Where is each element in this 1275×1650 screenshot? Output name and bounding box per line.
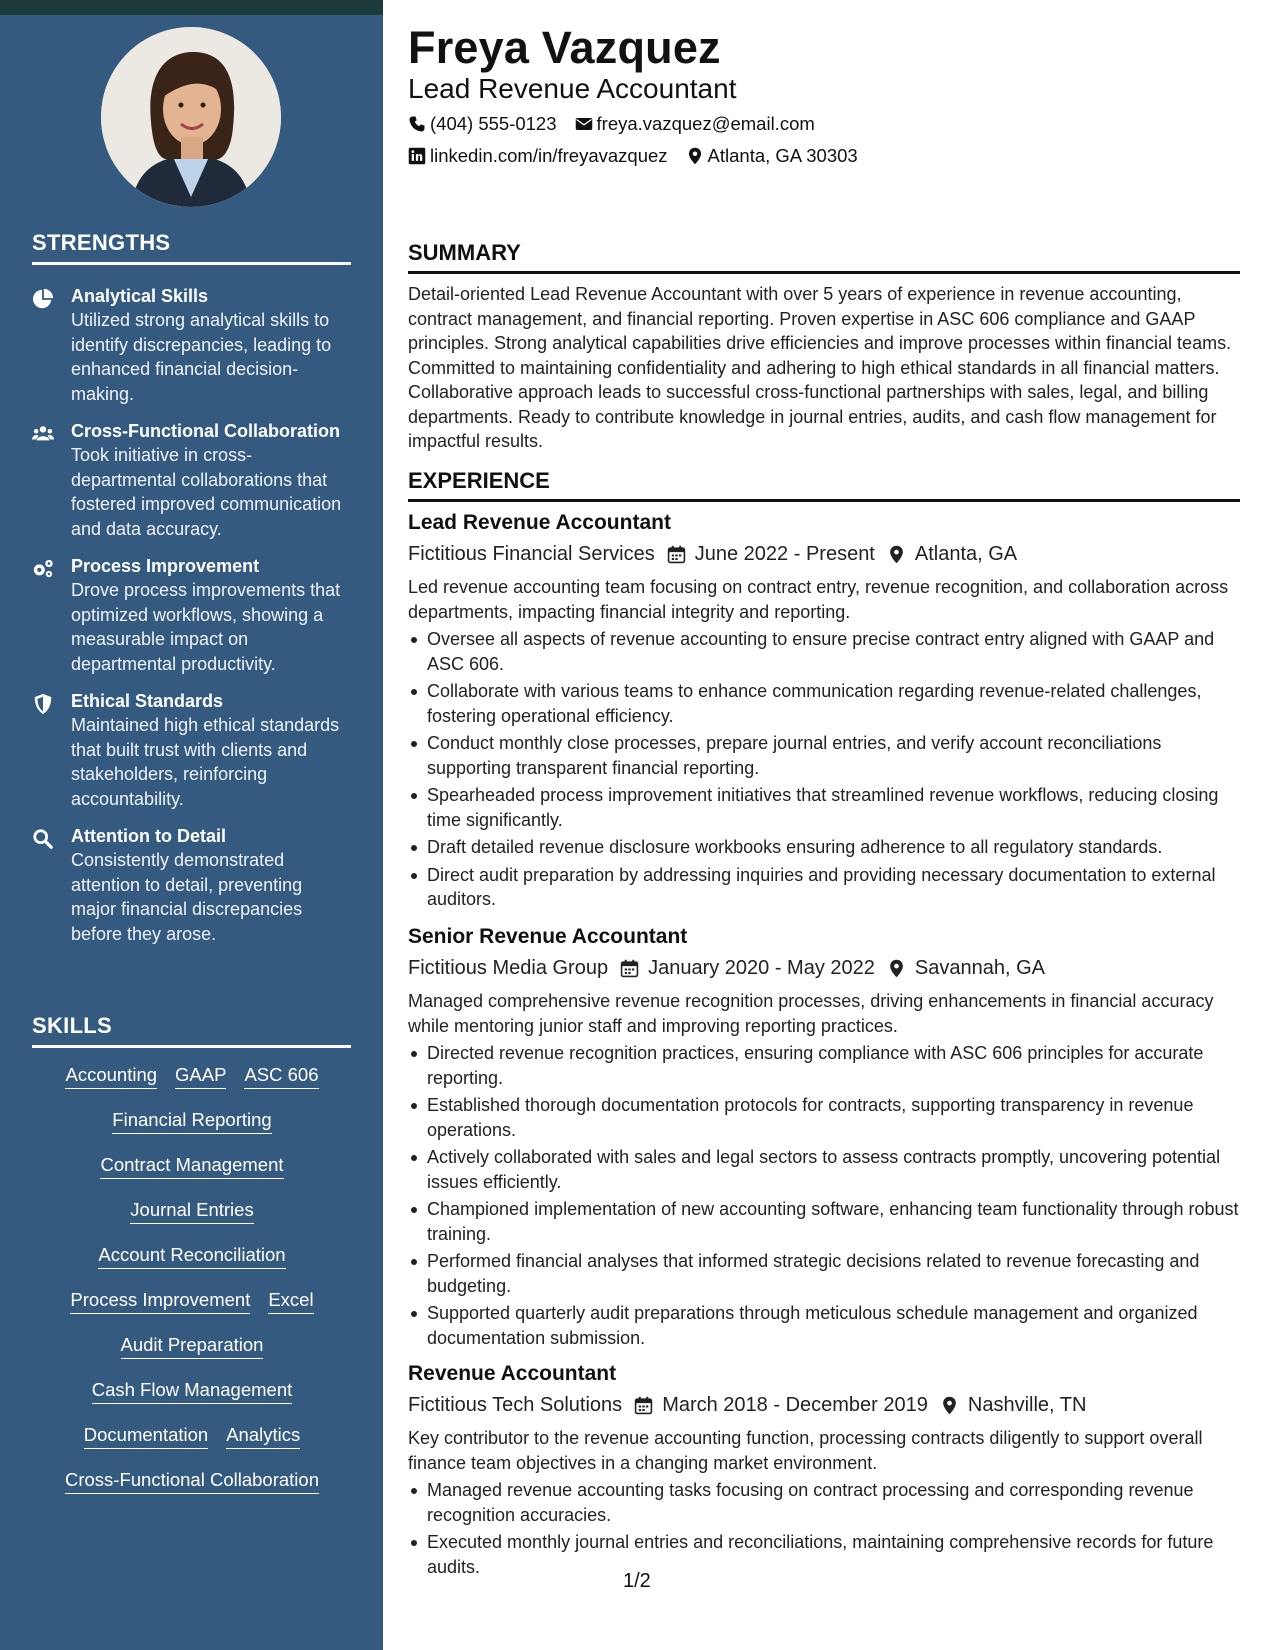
job-meta	[408, 541, 1240, 567]
candidate-name: Freya Vazquez	[408, 22, 721, 73]
calendar-icon	[622, 1396, 662, 1415]
job-description: Managed comprehensive revenue recognition processes, driving enhancements in financial accuracy while mentoring junior staff and improving reporting practices.	[408, 991, 1214, 1036]
company-name: Fictitious Media Group	[408, 957, 609, 979]
skill-tag: GAAP	[175, 1063, 226, 1089]
skill-tag: Documentation	[84, 1423, 208, 1449]
skills-list	[32, 1063, 352, 1513]
job-entry	[408, 1360, 1240, 1582]
strength-item	[32, 554, 352, 676]
contact-row	[408, 113, 815, 135]
bullet-item: Managed revenue accounting tasks focusing on contract processing and corresponding revenue recognition accuracies.	[408, 1478, 1240, 1527]
job-entry	[408, 923, 1240, 1353]
skill-tag: Excel	[268, 1288, 313, 1314]
strength-desc: Consistently demonstrated attention to detail, preventing major financial discrepancies before they arose.	[71, 850, 303, 944]
calendar-icon	[655, 545, 695, 564]
job-bullets	[408, 1041, 1240, 1350]
strength-item	[32, 419, 352, 541]
job-description: Led revenue accounting team focusing on contract entry, revenue recognition, and collaboration across departments, impacting financial integrity and reporting.	[408, 577, 1229, 622]
skill-tag: Contract Management	[100, 1153, 283, 1179]
job-bullets	[408, 1478, 1240, 1579]
email-link[interactable]: freya.vazquez@email.com	[596, 113, 815, 134]
job-meta	[408, 1392, 1240, 1418]
strengths-heading: STRENGTHS	[32, 230, 351, 265]
skill-tag: Cross-Functional Collaboration	[65, 1468, 319, 1494]
skill-tag: Analytics	[226, 1423, 300, 1449]
strength-item	[32, 689, 352, 811]
gears-icon	[32, 554, 71, 676]
job-location: Nashville, TN	[967, 1394, 1087, 1416]
skill-tag: Journal Entries	[130, 1198, 253, 1224]
strength-item	[32, 284, 352, 406]
bullet-item: Oversee all aspects of revenue accounting to ensure precise contract entry aligned with GAAP and ASC 606.	[408, 627, 1240, 676]
job-title: Senior Revenue Accountant	[408, 925, 688, 948]
job-dates: January 2020 - May 2022	[648, 957, 875, 979]
linkedin-link[interactable]: linkedin.com/in/freyavazquez	[430, 145, 668, 166]
skills-heading: SKILLS	[32, 1013, 351, 1048]
bullet-item: Conduct monthly close processes, prepare journal entries, and verify account reconciliations supporting transparent financial reporting.	[408, 731, 1240, 780]
summary-heading: SUMMARY	[408, 240, 1240, 274]
job-location: Savannah, GA	[914, 957, 1045, 979]
shield-icon	[32, 689, 71, 811]
strength-title: Analytical Skills	[71, 286, 209, 306]
candidate-title: Lead Revenue Accountant	[408, 73, 737, 104]
experience-heading: EXPERIENCE	[408, 468, 1240, 502]
job-dates: March 2018 - December 2019	[662, 1394, 928, 1416]
strength-title: Ethical Standards	[71, 691, 224, 711]
strength-title: Cross-Functional Collaboration	[71, 421, 341, 441]
job-bullets	[408, 627, 1240, 912]
strength-desc: Drove process improvements that optimized workflows, showing a measurable impact on departmental productivity.	[71, 580, 341, 674]
contact-row	[408, 145, 858, 167]
strength-title: Process Improvement	[71, 556, 260, 576]
job-title: Revenue Accountant	[408, 1362, 617, 1385]
job-dates: June 2022 - Present	[694, 543, 875, 565]
sidebar-top-bar	[0, 0, 383, 15]
page-number: 1/2	[623, 1570, 651, 1592]
strength-title: Attention to Detail	[71, 826, 226, 846]
bullet-item: Directed revenue recognition practices, ensuring compliance with ASC 606 principles for accurate reporting.	[408, 1041, 1240, 1090]
skill-tag: Accounting	[65, 1063, 157, 1089]
location-icon	[875, 545, 915, 564]
email-icon	[575, 115, 593, 133]
location-icon	[928, 1396, 968, 1415]
skill-tag: Audit Preparation	[121, 1333, 264, 1359]
strength-desc: Took initiative in cross-departmental collaborations that fostered improved communication and data accuracy.	[71, 445, 342, 539]
bullet-item: Spearheaded process improvement initiatives that streamlined revenue workflows, reducing closing time significantly.	[408, 783, 1240, 832]
strength-desc: Utilized strong analytical skills to identify discrepancies, leading to enhanced financial decision-making.	[71, 310, 332, 404]
skill-tag: Account Reconciliation	[98, 1243, 285, 1269]
company-name: Fictitious Tech Solutions	[408, 1394, 623, 1416]
skill-tag: ASC 606	[244, 1063, 318, 1089]
summary-text: Detail-oriented Lead Revenue Accountant with over 5 years of experience in revenue accounting, contract management, and financial reporting. Proven expertise in ASC 606 compliance and GAAP principles. Strong analytical capabilities drive efficiencies and improve processes within financial teams. Committed to maintaining confidentiality and adhering to high ethical standards in all financial matters. Collaborative approach leads to successful cross-functional partnerships with sales, legal, and billing departments. Ready to contribute knowledge in journal entries, audits, and cash flow management for impactful results.	[408, 284, 1232, 451]
pie-chart-icon	[32, 284, 71, 406]
sidebar	[0, 0, 383, 1650]
job-location: Atlanta, GA	[914, 543, 1018, 565]
skill-tag: Process Improvement	[70, 1288, 250, 1314]
users-icon	[32, 419, 71, 541]
calendar-icon	[608, 959, 648, 978]
profile-photo	[101, 27, 281, 207]
phone-icon	[408, 115, 426, 133]
linkedin-icon	[408, 147, 426, 165]
job-meta	[408, 955, 1240, 981]
job-entry	[408, 509, 1240, 915]
location-icon	[875, 959, 915, 978]
bullet-item: Executed monthly journal entries and reconciliations, maintaining comprehensive records for future audits.	[408, 1530, 1240, 1579]
bullet-item: Supported quarterly audit preparations through meticulous schedule management and organized documentation submission.	[408, 1301, 1240, 1350]
bullet-item: Performed financial analyses that informed strategic decisions related to revenue forecasting and budgeting.	[408, 1249, 1240, 1298]
job-title: Lead Revenue Accountant	[408, 511, 671, 534]
phone-text: (404) 555-0123	[430, 113, 557, 134]
search-icon	[32, 824, 71, 946]
skill-tag: Financial Reporting	[112, 1108, 271, 1134]
bullet-item: Draft detailed revenue disclosure workbooks ensuring adherence to all regulatory standards.	[408, 835, 1240, 860]
strengths-list	[32, 284, 352, 959]
job-description: Key contributor to the revenue accounting function, processing contracts diligently to support overall finance team objectives in a changing market environment.	[408, 1428, 1203, 1473]
bullet-item: Collaborate with various teams to enhance communication regarding revenue-related challenges, fostering operational efficiency.	[408, 679, 1240, 728]
company-name: Fictitious Financial Services	[408, 543, 655, 565]
bullet-item: Direct audit preparation by addressing inquiries and providing necessary documentation to external auditors.	[408, 863, 1240, 912]
strength-item	[32, 824, 352, 946]
location-icon	[686, 147, 704, 165]
skill-tag: Cash Flow Management	[92, 1378, 293, 1404]
bullet-item: Actively collaborated with sales and legal sectors to assess contracts promptly, uncovering potential issues efficiently.	[408, 1145, 1240, 1194]
strength-desc: Maintained high ethical standards that built trust with clients and stakeholders, reinforcing accountability.	[71, 715, 340, 809]
bullet-item: Established thorough documentation protocols for contracts, supporting transparency in revenue operations.	[408, 1093, 1240, 1142]
bullet-item: Championed implementation of new accounting software, enhancing team functionality through robust training.	[408, 1197, 1240, 1246]
location-text: Atlanta, GA 30303	[707, 145, 858, 166]
